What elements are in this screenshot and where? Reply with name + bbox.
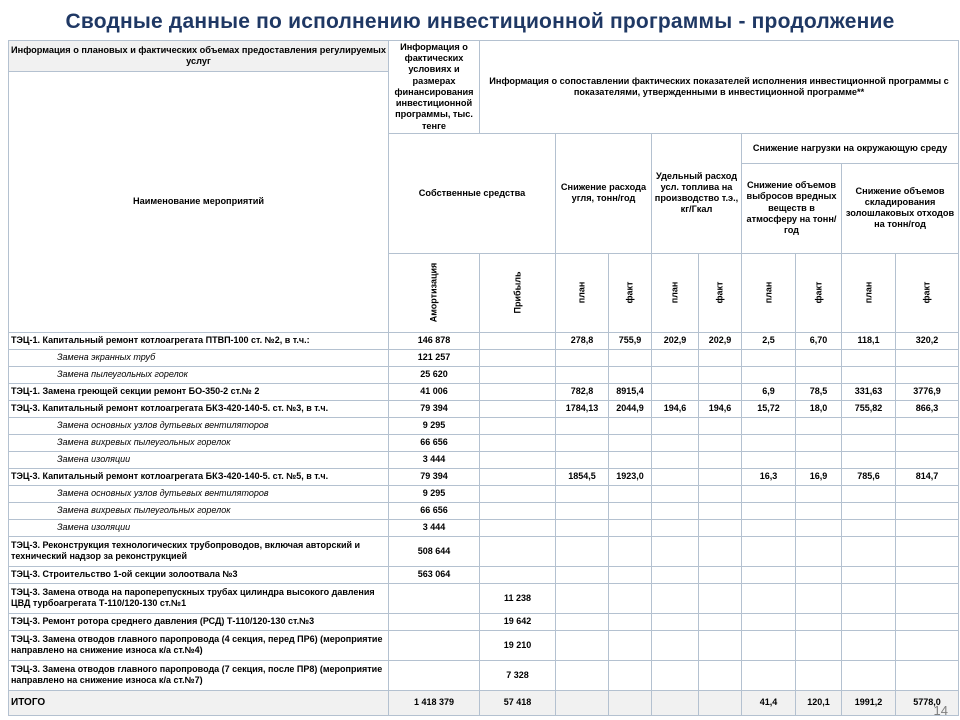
emissions-fact-cell [796, 536, 842, 566]
coal-fact-cell [609, 451, 652, 468]
table-subrow [9, 502, 959, 519]
coal-plan-cell [556, 502, 609, 519]
header-info-comparison: Информация о сопоставлении фактических показателей исполнения инвестиционной программы с показателями, утвержденными в инвестиционной программе** [480, 41, 959, 134]
header-own-funds: Собственные средства [389, 133, 556, 253]
table-body [9, 332, 959, 715]
table-row [9, 468, 959, 485]
coal-fact-cell [609, 485, 652, 502]
ash-plan-cell [842, 366, 896, 383]
emissions-fact-cell [796, 434, 842, 451]
emissions-plan-cell [742, 485, 796, 502]
fuel-fact-cell [699, 613, 742, 630]
ash-fact-cell: 320,2 [896, 332, 959, 349]
fuel-fact-cell [699, 485, 742, 502]
coal-plan-cell [556, 613, 609, 630]
ash-fact-cell [896, 660, 959, 690]
fuel-plan-cell [652, 660, 699, 690]
header-fuel-plan: план [652, 253, 699, 332]
table-row [9, 536, 959, 566]
fuel-fact-cell [699, 468, 742, 485]
coal-fact-cell [609, 630, 652, 660]
emissions-fact-cell: 6,70 [796, 332, 842, 349]
fuel-plan-cell [652, 366, 699, 383]
coal-plan-cell: 1854,5 [556, 468, 609, 485]
amortization-cell [389, 630, 480, 660]
ash-fact-cell: 3776,9 [896, 383, 959, 400]
ash-plan-cell [842, 660, 896, 690]
amortization-cell: 563 064 [389, 566, 480, 583]
event-name-cell: ТЭЦ-3. Замена отвода на пароперепускных трубах цилиндра высокого давления ЦВД турбоагрегата Т-110/120-130 ст.№1 [9, 583, 389, 613]
emissions-fact-cell [796, 613, 842, 630]
emissions-fact-cell [796, 485, 842, 502]
amortization-cell: 3 444 [389, 451, 480, 468]
coal-plan-cell [556, 660, 609, 690]
header-coal-reduction: Снижение расхода угля, тонн/год [556, 133, 652, 253]
coal-fact-cell [609, 536, 652, 566]
header-profit: Прибыль [480, 253, 556, 332]
emissions-fact-cell [796, 417, 842, 434]
fuel-plan-cell [652, 630, 699, 660]
ash-fact-cell: 814,7 [896, 468, 959, 485]
event-name-cell: ТЭЦ-3. Ремонт ротора среднего давления (РСД) Т-110/120-130 ст.№3 [9, 613, 389, 630]
fuel-plan-cell [652, 349, 699, 366]
amortization-cell: 146 878 [389, 332, 480, 349]
fuel-fact-cell [699, 451, 742, 468]
investment-program-table [8, 40, 959, 716]
header-emissions: Снижение объемов выбросов вредных веществ в атмосферу на тонн/год [742, 163, 842, 253]
emissions-plan-cell: 2,5 [742, 332, 796, 349]
coal-fact-cell [609, 366, 652, 383]
emissions-plan-cell [742, 566, 796, 583]
emissions-plan-cell: 16,3 [742, 468, 796, 485]
header-info-financing: Информация о фактических условиях и размерах финансирования инвестиционной программы, тыс. тенге [389, 41, 480, 134]
ash-plan-cell [842, 519, 896, 536]
amortization-cell: 66 656 [389, 502, 480, 519]
amortization-cell: 41 006 [389, 383, 480, 400]
coal-plan-cell: 278,8 [556, 332, 609, 349]
amortization-cell [389, 660, 480, 690]
header-emissions-fact: факт [796, 253, 842, 332]
ash-fact-cell [896, 451, 959, 468]
fuel-fact-cell: 194,6 [699, 400, 742, 417]
emissions-plan-cell [742, 583, 796, 613]
total-ash-fact-cell: 5778,0 [896, 690, 959, 715]
table-subrow [9, 366, 959, 383]
ash-fact-cell: 866,3 [896, 400, 959, 417]
ash-plan-cell: 755,82 [842, 400, 896, 417]
ash-plan-cell [842, 417, 896, 434]
event-name-cell: Замена изоляции [9, 451, 389, 468]
fuel-plan-cell [652, 566, 699, 583]
ash-plan-cell [842, 451, 896, 468]
event-name-cell: ТЭЦ-3. Замена отводов главного паропровода (4 секция, перед ПР6) (мероприятие направлено на снижение износа к/а ст.№4) [9, 630, 389, 660]
fuel-plan-cell [652, 519, 699, 536]
emissions-plan-cell [742, 349, 796, 366]
profit-cell: 19 210 [480, 630, 556, 660]
emissions-plan-cell [742, 366, 796, 383]
ash-plan-cell [842, 485, 896, 502]
emissions-fact-cell: 16,9 [796, 468, 842, 485]
coal-fact-cell [609, 417, 652, 434]
total-coal-fact-cell [609, 690, 652, 715]
event-name-cell: ТЭЦ-1. Капитальный ремонт котлоагрегата ПТВП-100 ст. №2, в т.ч.: [9, 332, 389, 349]
coal-plan-cell [556, 485, 609, 502]
coal-plan-cell [556, 451, 609, 468]
emissions-plan-cell [742, 630, 796, 660]
emissions-fact-cell [796, 451, 842, 468]
fuel-fact-cell [699, 583, 742, 613]
ash-fact-cell [896, 536, 959, 566]
coal-fact-cell: 755,9 [609, 332, 652, 349]
table-row [9, 400, 959, 417]
profit-cell [480, 566, 556, 583]
ash-fact-cell [896, 349, 959, 366]
header-amortization: Амортизация [389, 253, 480, 332]
emissions-fact-cell [796, 660, 842, 690]
coal-plan-cell [556, 417, 609, 434]
header-event-name: Наименование мероприятий [9, 72, 389, 333]
page-number: 14 [933, 703, 948, 718]
fuel-plan-cell [652, 536, 699, 566]
header-specific-fuel: Удельный расход усл. топлива на производство т.э., кг/Гкал [652, 133, 742, 253]
event-name-cell: Замена вихревых пылеугольных горелок [9, 434, 389, 451]
fuel-plan-cell [652, 451, 699, 468]
header-emissions-plan: план [742, 253, 796, 332]
emissions-fact-cell [796, 566, 842, 583]
emissions-fact-cell: 18,0 [796, 400, 842, 417]
table-subrow [9, 519, 959, 536]
event-name-cell: Замена основных узлов дутьевых вентиляторов [9, 417, 389, 434]
header-fuel-fact: факт [699, 253, 742, 332]
table-row [9, 332, 959, 349]
fuel-plan-cell [652, 485, 699, 502]
total-fuel-fact-cell [699, 690, 742, 715]
ash-fact-cell [896, 566, 959, 583]
fuel-fact-cell [699, 630, 742, 660]
amortization-cell: 79 394 [389, 400, 480, 417]
table-row [9, 660, 959, 690]
header-env-load: Снижение нагрузки на окружающую среду [742, 133, 959, 163]
event-name-cell: ТЭЦ-3. Реконструкция технологических трубопроводов, включая авторский и технический надзор за реконструкцией [9, 536, 389, 566]
amortization-cell: 79 394 [389, 468, 480, 485]
fuel-plan-cell [652, 583, 699, 613]
ash-plan-cell [842, 434, 896, 451]
profit-cell [480, 349, 556, 366]
emissions-plan-cell: 15,72 [742, 400, 796, 417]
coal-plan-cell: 782,8 [556, 383, 609, 400]
event-name-cell: ТЭЦ-3. Строительство 1-ой секции золоотвала №3 [9, 566, 389, 583]
total-coal-plan-cell [556, 690, 609, 715]
coal-plan-cell [556, 583, 609, 613]
ash-plan-cell [842, 583, 896, 613]
total-profit-cell: 57 418 [480, 690, 556, 715]
event-name-cell: ТЭЦ-3. Капитальный ремонт котлоагрегата БКЗ-420-140-5. ст. №5, в т.ч. [9, 468, 389, 485]
ash-fact-cell [896, 583, 959, 613]
emissions-plan-cell [742, 451, 796, 468]
emissions-plan-cell [742, 536, 796, 566]
coal-fact-cell: 1923,0 [609, 468, 652, 485]
fuel-fact-cell [699, 519, 742, 536]
coal-fact-cell [609, 613, 652, 630]
fuel-fact-cell: 202,9 [699, 332, 742, 349]
event-name-cell: Замена изоляции [9, 519, 389, 536]
amortization-cell: 121 257 [389, 349, 480, 366]
profit-cell [480, 485, 556, 502]
emissions-plan-cell [742, 613, 796, 630]
profit-cell [480, 383, 556, 400]
header-coal-fact: факт [609, 253, 652, 332]
profit-cell [480, 417, 556, 434]
emissions-plan-cell [742, 519, 796, 536]
ash-fact-cell [896, 434, 959, 451]
emissions-plan-cell: 6,9 [742, 383, 796, 400]
profit-cell: 11 238 [480, 583, 556, 613]
profit-cell [480, 468, 556, 485]
table-subrow [9, 451, 959, 468]
total-row [9, 690, 959, 715]
fuel-fact-cell [699, 383, 742, 400]
emissions-fact-cell [796, 630, 842, 660]
ash-plan-cell [842, 349, 896, 366]
total-fuel-plan-cell [652, 690, 699, 715]
emissions-fact-cell [796, 502, 842, 519]
amortization-cell [389, 583, 480, 613]
coal-fact-cell [609, 660, 652, 690]
amortization-cell: 9 295 [389, 417, 480, 434]
header-coal-plan: план [556, 253, 609, 332]
total-emissions-plan-cell: 41,4 [742, 690, 796, 715]
ash-plan-cell [842, 613, 896, 630]
coal-plan-cell [556, 434, 609, 451]
total-amortization-cell: 1 418 379 [389, 690, 480, 715]
profit-cell: 19 642 [480, 613, 556, 630]
coal-plan-cell [556, 349, 609, 366]
fuel-plan-cell: 194,6 [652, 400, 699, 417]
profit-cell [480, 434, 556, 451]
fuel-plan-cell: 202,9 [652, 332, 699, 349]
coal-fact-cell [609, 434, 652, 451]
emissions-fact-cell: 78,5 [796, 383, 842, 400]
header-info-services: Информация о плановых и фактических объемах предоставления регулируемых услуг [9, 41, 389, 72]
amortization-cell: 66 656 [389, 434, 480, 451]
ash-fact-cell [896, 630, 959, 660]
ash-fact-cell [896, 502, 959, 519]
header-ash-fact: факт [896, 253, 959, 332]
ash-plan-cell [842, 566, 896, 583]
coal-fact-cell [609, 519, 652, 536]
table-row [9, 583, 959, 613]
table-row [9, 383, 959, 400]
ash-fact-cell [896, 485, 959, 502]
coal-fact-cell: 8915,4 [609, 383, 652, 400]
table-row [9, 613, 959, 630]
coal-fact-cell [609, 349, 652, 366]
table-subrow [9, 417, 959, 434]
profit-cell [480, 366, 556, 383]
table-row [9, 630, 959, 660]
ash-fact-cell [896, 366, 959, 383]
amortization-cell: 508 644 [389, 536, 480, 566]
ash-plan-cell: 331,63 [842, 383, 896, 400]
coal-plan-cell: 1784,13 [556, 400, 609, 417]
coal-plan-cell [556, 519, 609, 536]
event-name-cell: ТЭЦ-3. Замена отводов главного паропровода (7 секция, после ПР8) (мероприятие направлено на снижение износа к/а ст.№7) [9, 660, 389, 690]
event-name-cell: ТЭЦ-1. Замена греющей секции ремонт БО-350-2 ст.№ 2 [9, 383, 389, 400]
event-name-cell: Замена пылеугольных горелок [9, 366, 389, 383]
total-ash-plan-cell: 1991,2 [842, 690, 896, 715]
profit-cell [480, 451, 556, 468]
coal-plan-cell [556, 536, 609, 566]
fuel-plan-cell [652, 383, 699, 400]
coal-fact-cell [609, 502, 652, 519]
header-ash-plan: план [842, 253, 896, 332]
table-subrow [9, 434, 959, 451]
coal-plan-cell [556, 366, 609, 383]
ash-plan-cell: 118,1 [842, 332, 896, 349]
table-subrow [9, 485, 959, 502]
event-name-cell: Замена экранных труб [9, 349, 389, 366]
emissions-plan-cell [742, 660, 796, 690]
profit-cell [480, 519, 556, 536]
header-ash-waste: Снижение объемов складирования золошлаковых отходов на тонн/год [842, 163, 959, 253]
table-subrow [9, 349, 959, 366]
fuel-fact-cell [699, 660, 742, 690]
coal-plan-cell [556, 630, 609, 660]
profit-cell [480, 400, 556, 417]
fuel-fact-cell [699, 566, 742, 583]
fuel-plan-cell [652, 417, 699, 434]
emissions-fact-cell [796, 519, 842, 536]
emissions-plan-cell [742, 502, 796, 519]
amortization-cell [389, 613, 480, 630]
emissions-plan-cell [742, 434, 796, 451]
fuel-plan-cell [652, 502, 699, 519]
event-name-cell: Замена вихревых пылеугольных горелок [9, 502, 389, 519]
fuel-fact-cell [699, 434, 742, 451]
page-title: Сводные данные по исполнению инвестиционной программы - продолжение [65, 10, 895, 33]
profit-cell [480, 502, 556, 519]
ash-plan-cell [842, 502, 896, 519]
amortization-cell: 25 620 [389, 366, 480, 383]
coal-fact-cell [609, 566, 652, 583]
amortization-cell: 3 444 [389, 519, 480, 536]
emissions-fact-cell [796, 583, 842, 613]
ash-plan-cell: 785,6 [842, 468, 896, 485]
fuel-fact-cell [699, 502, 742, 519]
fuel-fact-cell [699, 366, 742, 383]
fuel-plan-cell [652, 434, 699, 451]
emissions-fact-cell [796, 366, 842, 383]
total-label: ИТОГО [9, 690, 389, 715]
total-emissions-fact-cell: 120,1 [796, 690, 842, 715]
profit-cell: 7 328 [480, 660, 556, 690]
fuel-fact-cell [699, 417, 742, 434]
amortization-cell: 9 295 [389, 485, 480, 502]
coal-fact-cell [609, 583, 652, 613]
emissions-fact-cell [796, 349, 842, 366]
ash-fact-cell [896, 519, 959, 536]
profit-cell [480, 536, 556, 566]
fuel-fact-cell [699, 536, 742, 566]
event-name-cell: ТЭЦ-3. Капитальный ремонт котлоагрегата БКЗ-420-140-5. ст. №3, в т.ч. [9, 400, 389, 417]
ash-fact-cell [896, 613, 959, 630]
fuel-fact-cell [699, 349, 742, 366]
coal-fact-cell: 2044,9 [609, 400, 652, 417]
fuel-plan-cell [652, 613, 699, 630]
ash-fact-cell [896, 417, 959, 434]
ash-plan-cell [842, 536, 896, 566]
profit-cell [480, 332, 556, 349]
coal-plan-cell [556, 566, 609, 583]
table-row [9, 566, 959, 583]
ash-plan-cell [842, 630, 896, 660]
fuel-plan-cell [652, 468, 699, 485]
event-name-cell: Замена основных узлов дутьевых вентиляторов [9, 485, 389, 502]
emissions-plan-cell [742, 417, 796, 434]
